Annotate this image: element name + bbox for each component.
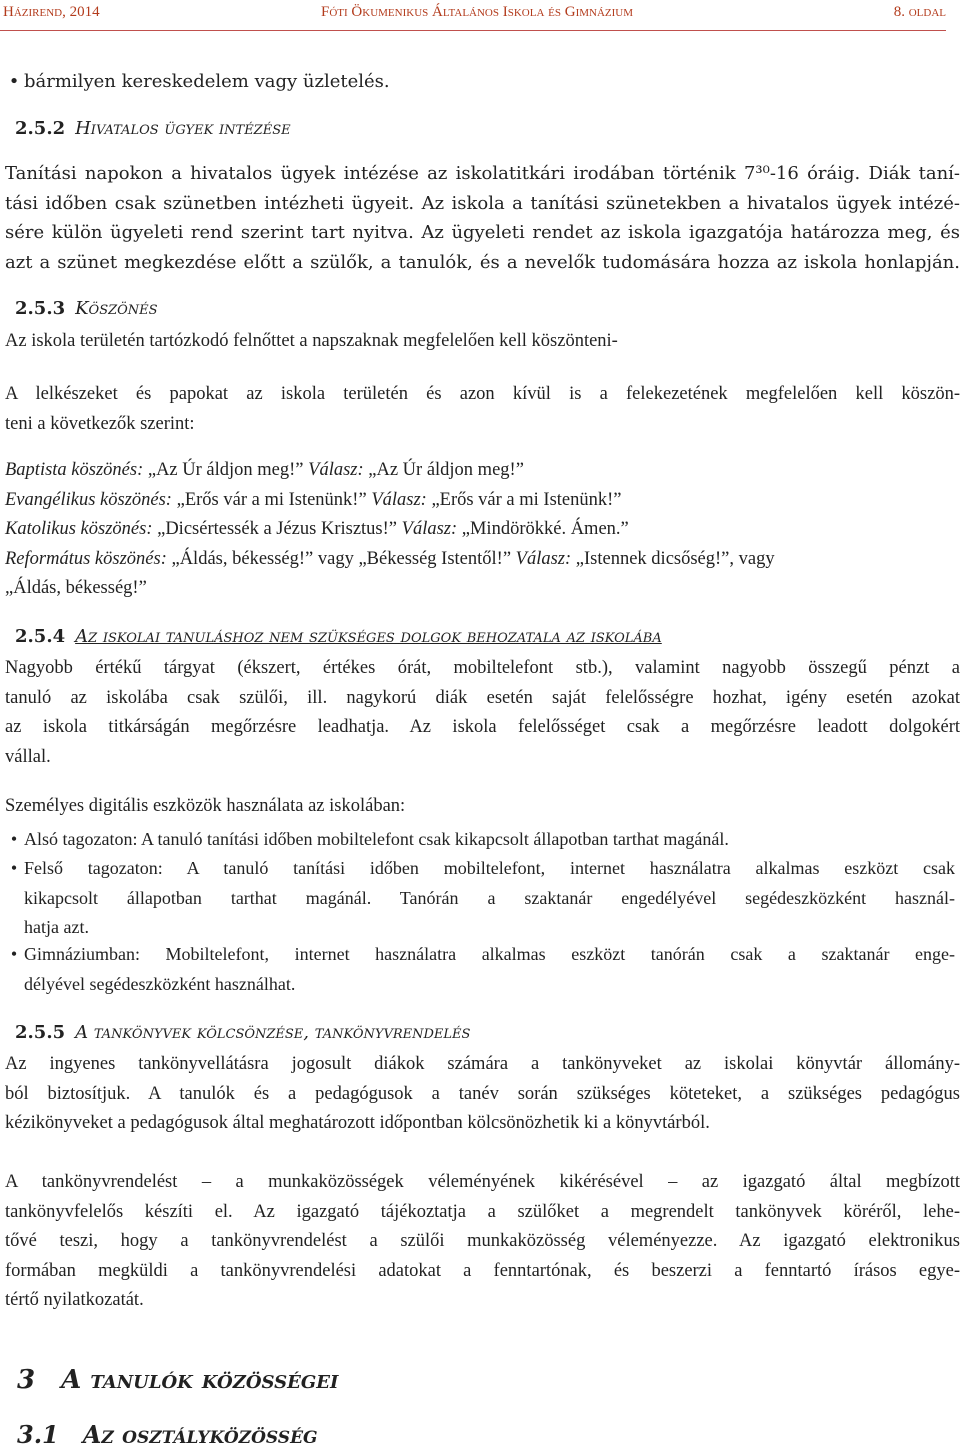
text-line: ból biztosítjuk. A tanulók és a pedagógusok a tanév során szükséges köteteket, a szükséges pedagógus bbox=[5, 1083, 960, 1104]
list-item bbox=[5, 825, 955, 855]
section-number: 2.5.2 bbox=[15, 118, 66, 139]
text-line: vállal. bbox=[5, 746, 51, 767]
list-item bbox=[5, 940, 955, 999]
text-line: tővé teszi, hogy a tankönyvrendelést a szülői munkaközösség véleményezze. Az igazgató elektronikus bbox=[5, 1231, 960, 1251]
list-item-text: kikapcsolt állapotban tarthat magánál. Tanórán a szaktanár engedélyével segédeszközként használ- bbox=[24, 887, 955, 908]
text-line: Személyes digitális eszközök használata az iskolában: bbox=[5, 796, 406, 816]
section-number: 3.1 bbox=[17, 1420, 59, 1449]
paragraph-greeting-clergy bbox=[5, 380, 960, 439]
section-heading-2-5-2 bbox=[15, 118, 291, 139]
list-item-text: Felső tagozaton: A tanuló tanítási időben mobiltelefont, internet használatra alkalmas eszközt csak bbox=[24, 858, 955, 878]
greeting-reformed: Református köszönés: „Áldás, békesség!” vagy „Békesség Istentől!” Válasz: „Istennek dicsőség!”, vagy bbox=[5, 548, 775, 569]
text-line: Tanítási napokon a hivatalos ügyek intézése az iskolatitkári irodában történik 7³⁰-16 óráig. Diák taní- bbox=[5, 163, 960, 184]
running-header bbox=[3, 2, 946, 26]
text-line: teni a következők szerint: bbox=[5, 413, 195, 434]
bullet-icon: • bbox=[10, 858, 18, 878]
section-title: Az iskolai tanuláshoz nem szükséges dolgok behozatala az iskolába bbox=[75, 626, 662, 647]
header-page-number: 8. oldal bbox=[893, 4, 946, 20]
header-left: Házirend, 2014 bbox=[3, 4, 100, 20]
section-title: Hivatalos ügyek intézése bbox=[75, 118, 291, 139]
text-line: tankönyvfelelős készíti el. Az igazgató tájékoztatja a szülőket a megrendelt tankönyvek köréről, lehe- bbox=[5, 1201, 960, 1222]
header-center: Fóti Ökumenikus Általános Iskola és Gimnázium bbox=[321, 4, 634, 20]
list-item bbox=[5, 67, 955, 97]
chapter-heading-3 bbox=[17, 1365, 338, 1395]
text-line: azt a szünet megkezdése előtt a szülők, a tanulók, és a nevelők tudomására hozza az iskola honlapján. bbox=[5, 251, 960, 273]
chapter-number: 3 bbox=[17, 1365, 36, 1395]
section-heading-3-1 bbox=[17, 1420, 318, 1449]
text-line: tértő nyilatkozatát. bbox=[5, 1290, 144, 1310]
text-line: Nagyobb értékű tárgyat (ékszert, értékes órát, mobiltelefont stb.), valamint nagyobb összegű pénzt a bbox=[5, 658, 960, 678]
greeting-catholic: Katolikus köszönés: „Dicsértessék a Jézus Krisztus!” Válasz: „Mindörökké. Ámen.” bbox=[5, 519, 629, 539]
section-heading-2-5-4 bbox=[15, 626, 662, 647]
greeting-reformed-cont: „Áldás, békesség!” bbox=[5, 578, 147, 598]
paragraph-valuables bbox=[5, 654, 960, 772]
text-line: Az iskola területén tartózkodó felnőttet a napszaknak megfelelően kell köszönteni- bbox=[5, 331, 618, 351]
section-number: 2.5.4 bbox=[15, 626, 66, 647]
bullet-icon: • bbox=[10, 944, 18, 964]
section-heading-2-5-5 bbox=[15, 1022, 470, 1043]
bullet-icon: • bbox=[10, 829, 18, 849]
chapter-title: A tanulók közösségei bbox=[61, 1365, 339, 1395]
list-item-text: hatja azt. bbox=[24, 917, 89, 937]
text-line: tási időben csak szünetben intézheti ügyeit. Az iskola a tanítási szünetekben a hivatalos ügyek intézé- bbox=[5, 192, 960, 214]
section-number: 2.5.5 bbox=[15, 1022, 66, 1043]
section-title: Köszönés bbox=[75, 298, 158, 319]
list-item-text: délyével segédeszközként használhat. bbox=[24, 973, 296, 994]
section-number: 2.5.3 bbox=[15, 298, 66, 319]
header-rule bbox=[0, 30, 946, 31]
list-item-text: Gimnáziumban: Mobiltelefont, internet használatra alkalmas eszközt tanórán csak a szaktanár enge- bbox=[24, 944, 955, 964]
greeting-baptist: Baptista köszönés: „Az Úr áldjon meg!” Válasz: „Az Úr áldjon meg!” bbox=[5, 460, 524, 480]
text-line: formában megküldi a tankönyvrendelési adatokat a fenntartónak, és beszerzi a fenntartó írásos egye- bbox=[5, 1260, 960, 1281]
text-line: tanuló az iskolába csak szülői, ill. nagykorú diák esetén saját felelősségre hozhat, igény esetén azokat bbox=[5, 687, 960, 708]
text-line: az iskola titkárságán megőrzésre leadhatja. Az iskola felelősséget csak a megőrzésre leadott dolgokért bbox=[5, 717, 960, 737]
greetings-list bbox=[5, 456, 960, 604]
bullet-icon: • bbox=[8, 71, 20, 92]
list-item bbox=[5, 854, 955, 943]
text-line: A lelkészeket és papokat az iskola területén és azon kívül is a felekezetének megfelelően kell köszön- bbox=[5, 384, 960, 404]
section-title: Az osztályközösség bbox=[82, 1420, 318, 1449]
list-item-text: Alsó tagozaton: A tanuló tanítási időben mobiltelefont csak kikapcsolt állapotban tarthat magánál. bbox=[24, 829, 729, 849]
paragraph-greeting-adults bbox=[5, 327, 960, 357]
list-item-text: bármilyen kereskedelem vagy üzletelés. bbox=[24, 71, 390, 92]
greeting-lutheran: Evangélikus köszönés: „Erős vár a mi Istenünk!” Válasz: „Erős vár a mi Istenünk!” bbox=[5, 489, 622, 510]
paragraph-textbook-lending bbox=[5, 1050, 960, 1139]
paragraph-devices-intro bbox=[5, 792, 960, 822]
text-line: Az ingyenes tankönyvellátásra jogosult diákok számára a tankönyveket az iskolai könyvtár állomány- bbox=[5, 1054, 960, 1074]
section-title: A tankönyvek kölcsönzése, tankönyvrendelés bbox=[75, 1022, 471, 1043]
paragraph-office-hours bbox=[5, 159, 960, 277]
text-line: A tankönyvrendelést – a munkaközösségek véleményének kikérésével – az igazgató által megbízott bbox=[5, 1172, 960, 1192]
paragraph-textbook-ordering bbox=[5, 1168, 960, 1316]
section-heading-2-5-3 bbox=[15, 298, 158, 319]
text-line: sére külön ügyeleti rend szerint tart nyitva. Az ügyeleti rendet az iskola igazgatója határozza meg, és bbox=[5, 222, 960, 243]
text-line: kézikönyveket a pedagógusok által meghatározott időpontban kölcsönözhetik ki a könyvtárból. bbox=[5, 1113, 710, 1133]
